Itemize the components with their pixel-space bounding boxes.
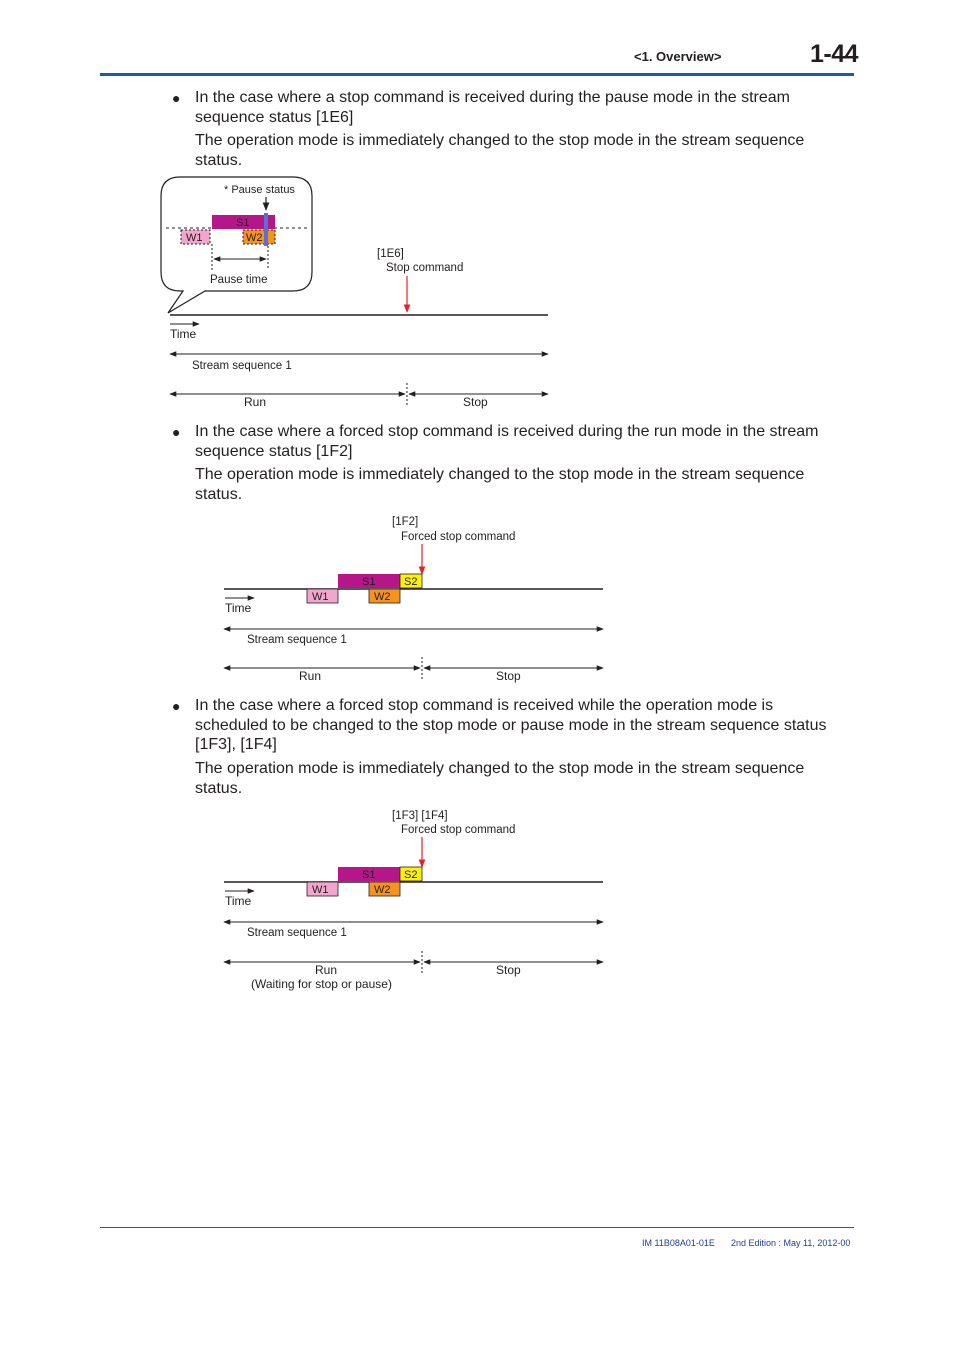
footer-rule [100,1227,854,1228]
pause-time-label: Pause time [210,274,268,286]
s1-label: S1 [362,576,376,588]
diagram-1f2 [0,510,954,685]
time-label: Time [225,894,252,908]
stop-label: Stop [463,395,488,409]
pause-indicator [264,213,268,246]
bullet-text-1f2: In the case where a forced stop command is received during the run mode in the stream sequence status [1F2] [195,423,819,460]
s2-label: S2 [404,576,418,588]
diagram-1e6 [0,170,954,415]
stream-label: Stream sequence 1 [247,634,347,646]
stream-label: Stream sequence 1 [192,360,292,372]
time-label: Time [170,327,197,341]
w2-label: W2 [246,232,263,244]
forced-stop-command-label: Forced stop command [401,531,516,543]
doc-id: IM 11B08A01-01E [642,1238,715,1248]
command-code: [1F2] [392,516,419,528]
w1-label: W1 [186,232,203,244]
w2-label: W2 [374,591,391,603]
w1-label: W1 [312,591,329,603]
stop-label: Stop [496,669,521,683]
pause-status-label: * Pause status [224,184,295,196]
callout-bubble [161,177,312,313]
page-number: 1-44 [810,40,859,68]
stop-command-label: Stop command [386,262,464,274]
bullet-text-1e6: In the case where a stop command is received during the pause mode in the stream sequence status [1E6] [195,89,790,126]
time-label: Time [225,601,252,615]
s1-label: S1 [236,217,250,229]
forced-stop-command-label: Forced stop command [401,824,516,836]
bullet-icon: ● [172,698,181,714]
s2-label: S2 [404,869,418,881]
run-label: Run [299,669,322,683]
description-1f2: The operation mode is immediately changed to the stop mode in the stream sequence status. [195,466,805,503]
run-label: Run [244,395,267,409]
w2-label: W2 [374,884,391,896]
run-sub-label: (Waiting for stop or pause) [251,977,392,991]
section-title: <1. Overview> [634,49,722,64]
command-code: [1E6] [377,248,404,260]
description-1f3-1f4: The operation mode is immediately changed to the stop mode in the stream sequence status. [195,760,805,797]
stream-label: Stream sequence 1 [247,927,347,939]
stop-label: Stop [496,963,521,977]
diagram-1f3-1f4 [0,805,954,995]
w1-label: W1 [312,884,329,896]
command-code: [1F3] [1F4] [392,810,448,822]
header-rule [100,73,854,76]
bullet-icon: ● [172,424,181,440]
description-1e6: The operation mode is immediately changed to the stop mode in the stream sequence status. [195,132,805,169]
s1-label: S1 [362,869,376,881]
bullet-text-1f3-1f4: In the case where a forced stop command is received while the operation mode is scheduled to be changed to the stop mode or pause mode in the stream sequence status [1F3], [1F4] [195,697,827,753]
bullet-icon: ● [172,90,181,106]
run-label: Run [315,963,338,977]
edition: 2nd Edition : May 11, 2012-00 [731,1238,851,1248]
